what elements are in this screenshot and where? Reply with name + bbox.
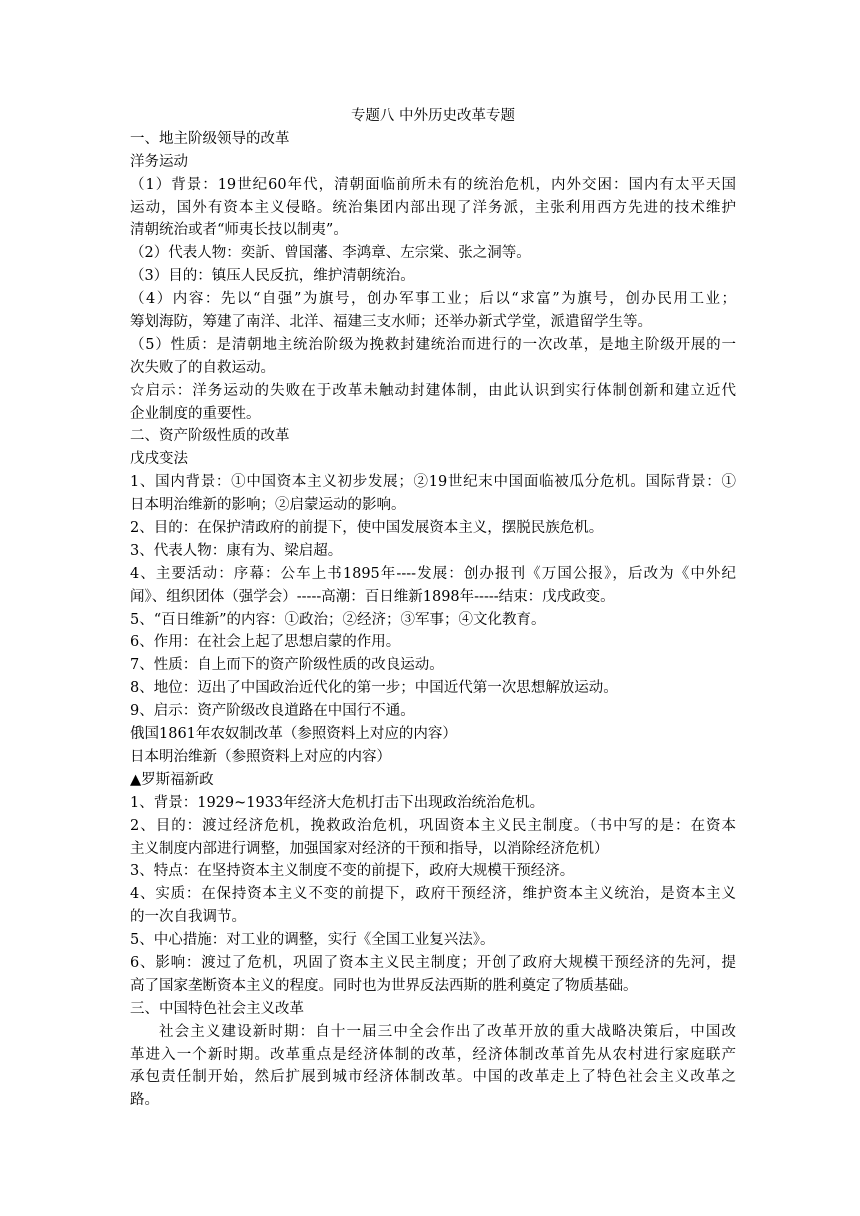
text-line-wx-4b: 闻》、组织团体（强学会）-----高潮：百日维新1898年-----结束：戊戌政变。 [130,588,615,605]
text-line-yw-1c: 清朝统治或者“师夷长技以制夷”。 [130,222,348,239]
text-line-wx-3: 3、代表人物：康有为、梁启超。 [130,542,343,559]
text-line-yw-6b: 企业制度的重要性。 [130,405,261,422]
text-line-rs-2a: 2、目的：渡过经济危机，挽救政治危机，巩固资本主义民主制度。（书中写的是：在资本 [130,817,736,834]
text-line-rs-5: 5、中心措施：对工业的调整，实行《全国工业复兴法》。 [130,932,495,949]
text-line-jp: 日本明治维新（参照资料上对应的内容） [130,748,391,765]
text-line-zg-1b: 革进入一个新时期。改革重点是经济体制的改革，经济体制改革首先从农村进行家庭联产 [130,1046,736,1063]
text-line-rs-4b: 的一次自我调节。 [130,909,246,926]
text-line-rs-2b: 主义制度内部进行调整，加强国家对经济的干预和指导，以消除经济危机） [130,840,609,857]
text-line-zg-1d: 路。 [130,1092,159,1109]
text-line-yw-1b: 运动，国外有资本主义侵略。统治集团内部出现了洋务派，主张利用西方先进的技术维护 [130,199,736,216]
text-line-yw-6a: ☆启示：洋务运动的失败在于改革未触动封建体制，由此认识到实行体制创新和建立近代 [130,382,736,399]
text-line-wx-4a: 4、主要活动：序幕：公车上书1895年----发展：创办报刊《万国公报》，后改为《中外纪 [130,565,736,582]
document-title: 专题八 中外历史改革专题 [350,108,516,124]
text-line-rs-1: 1、背景：1929~1933年经济大危机打击下出现政治统治危机。 [130,794,545,811]
text-line-zg-1c: 承包责任制开始，然后扩展到城市经济体制改革。中国的改革走上了特色社会主义改革之 [130,1069,736,1086]
text-line-wx-7: 7、性质：自上而下的资产阶级性质的改良运动。 [130,657,444,674]
document-body [130,105,736,1112]
text-line-rs-6a: 6、影响：渡过了危机，巩固了资本主义民主制度；开创了政府大规模干预经济的先河，提 [130,954,736,971]
text-line-wx-1a: 1、国内背景：①中国资本主义初步发展；②19世纪末中国面临被瓜分危机。国际背景：① [130,474,736,491]
text-line-wx-1b: 日本明治维新的影响；②启蒙运动的影响。 [130,497,406,514]
text-line-zg-1a: 社会主义建设新时期：自十一届三中全会作出了改革开放的重大战略决策后，中国改 [159,1023,736,1040]
text-line-ru: 俄国1861年农奴制改革（参照资料上对应的内容） [130,726,457,743]
text-line-s3-heading: 三、中国特色社会主义改革 [130,1000,304,1017]
document-lines [130,128,736,1112]
text-line-yw-3: （3）目的：镇压人民反抗，维护清朝统治。 [130,268,415,285]
text-line-rs-3: 3、特点：在坚持资本主义制度不变的前提下，政府大规模干预经济。 [130,863,575,880]
text-line-rs-heading: ▲罗斯福新政 [130,771,214,788]
text-line-yw-1a: （1）背景：19世纪60年代，清朝面临前所未有的统治危机，内外交困：国内有太平天国 [130,176,736,193]
text-line-yw-4b: 筹划海防，筹建了南洋、北洋、福建三支水师；还举办新式学堂，派遣留学生等。 [130,314,652,331]
text-line-s1-sub: 洋务运动 [130,153,188,170]
text-line-s2-heading: 二、资产阶级性质的改革 [130,428,290,445]
text-line-wx-2: 2、目的：在保护清政府的前提下，使中国发展资本主义，摆脱民族危机。 [130,520,604,537]
text-line-wx-8: 8、地位：迈出了中国政治近代化的第一步；中国近代第一次思想解放运动。 [130,680,618,697]
text-line-wx-5: 5、“百日维新”的内容：①政治；②经济；③军事；④文化教育。 [130,611,546,628]
text-line-wx-9: 9、启示：资产阶级改良道路在中国行不通。 [130,703,415,720]
text-line-s2-sub: 戊戌变法 [130,451,188,468]
text-line-wx-6: 6、作用：在社会上起了思想启蒙的作用。 [130,634,401,651]
text-line-yw-2: （2）代表人物：奕訢、曾国藩、李鸿章、左宗棠、张之洞等。 [130,245,531,262]
text-line-rs-4a: 4、实质：在保持资本主义不变的前提下，政府干预经济，维护资本主义统治，是资本主义 [130,886,736,903]
text-line-yw-4a: （4）内容：先以“自强”为旗号，创办军事工业；后以“求富”为旗号，创办民用工业； [130,291,736,308]
text-line-yw-5a: （5）性质：是清朝地主统治阶级为挽救封建统治而进行的一次改革，是地主阶级开展的一 [130,336,736,353]
text-line-yw-5b: 次失败了的自救运动。 [130,359,275,376]
text-line-rs-6b: 高了国家垄断资本主义的程度。同时也为世界反法西斯的胜利奠定了物质基础。 [130,977,638,994]
text-line-s1-heading: 一、地主阶级领导的改革 [130,130,290,147]
